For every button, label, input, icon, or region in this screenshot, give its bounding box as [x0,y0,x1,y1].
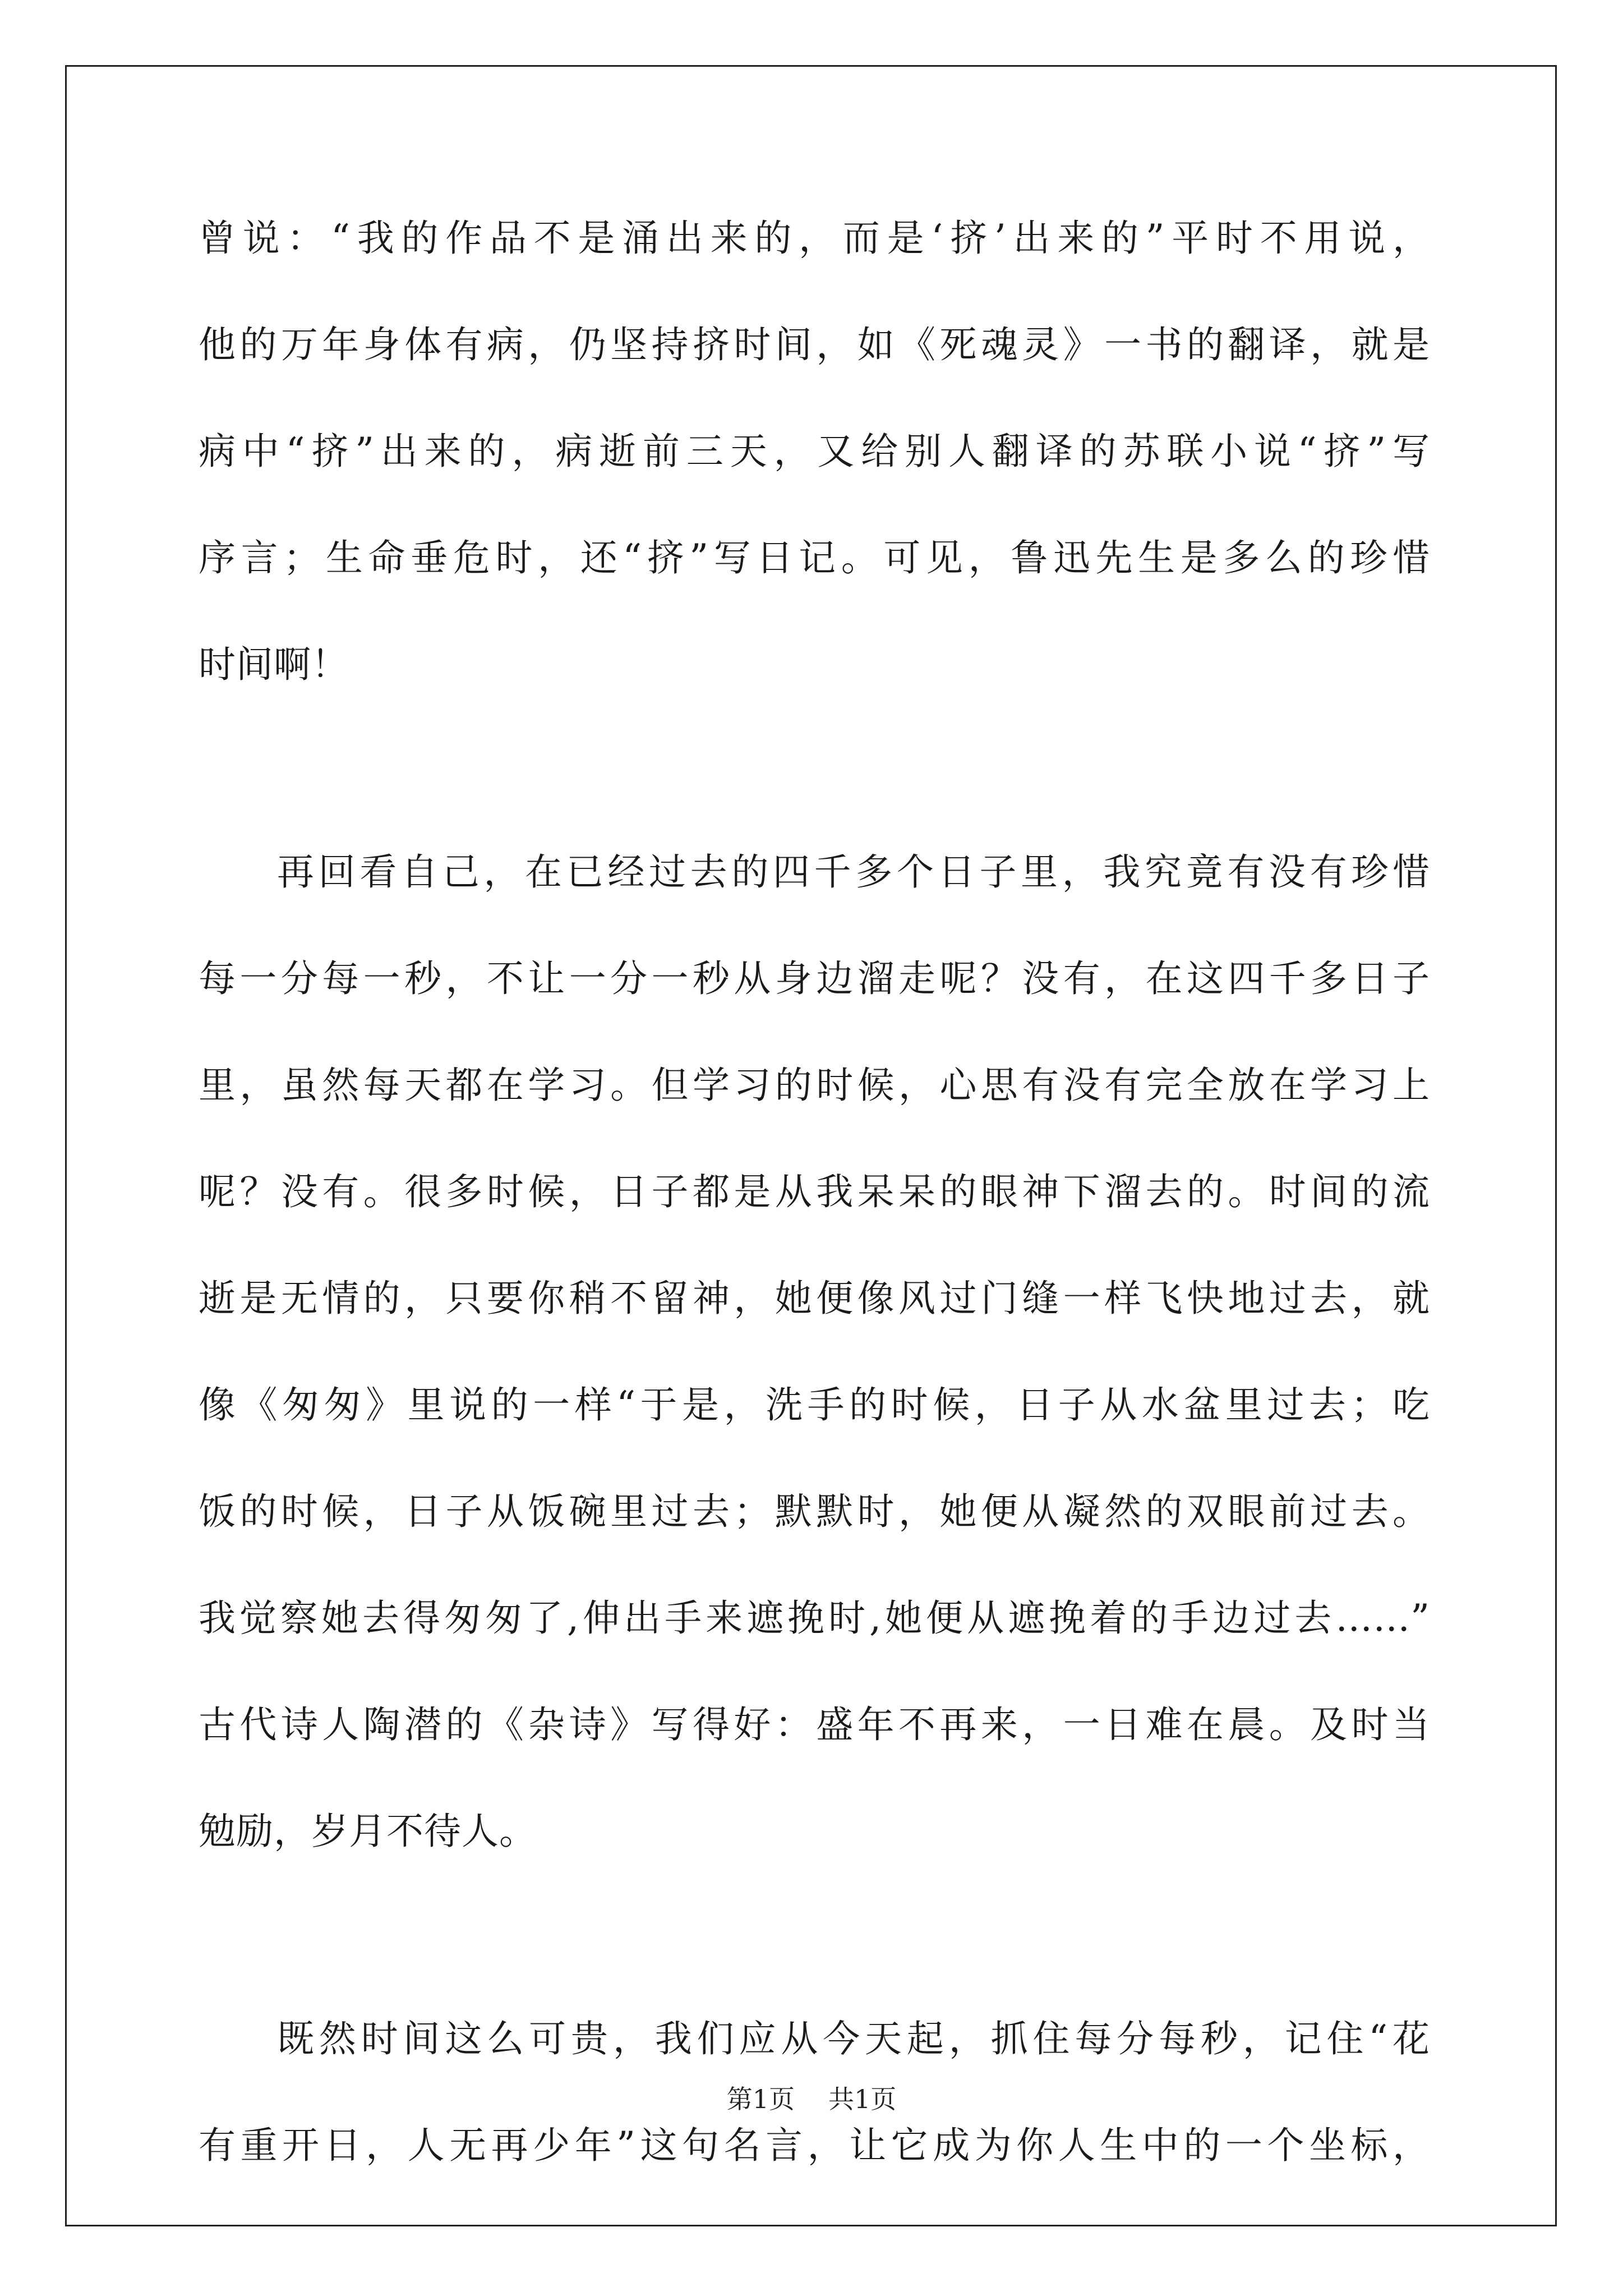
text-line: 再回看自己，在已经过去的四千多个日子里，我究竟有没有珍惜 [277,850,1430,894]
text-line: 曾说：“我的作品不是涌出来的，而是‘挤’出来的”平时不用说， [199,217,1430,260]
text-line: 时间啊！ [199,643,349,686]
body-text [199,185,1430,2199]
text-line: 逝是无情的，只要你稍不留神，她便像风过门缝一样飞快地过去，就 [199,1277,1430,1320]
text-line: 病中“挤”出来的，病逝前三天，又给别人翻译的苏联小说“挤”写 [199,430,1430,473]
text-line: 序言；生命垂危时，还“挤”写日记。可见，鲁迅先生是多么的珍惜 [199,536,1430,579]
text-line: 有重开日，人无再少年”这句名言，让它成为你人生中的一个坐标， [199,2124,1430,2167]
text-line: 我觉察她去得匆匆了,伸出手来遮挽时,她便从遮挽着的手边过去……” [199,1596,1430,1640]
text-line: 饭的时候，日子从饭碗里过去；默默时，她便从凝然的双眼前过去。 [199,1490,1430,1533]
text-line: 像《匆匆》里说的一样“于是，洗手的时候，日子从水盆里过去；吃 [199,1383,1430,1427]
text-line: 呢？没有。很多时候，日子都是从我呆呆的眼神下溜去的。时间的流 [199,1170,1430,1213]
page-footer [0,2082,1623,2116]
page-total: 共1页 [828,2084,897,2114]
text-line: 他的万年身体有病，仍坚持挤时间，如《死魂灵》一书的翻译，就是 [199,323,1430,366]
text-line: 古代诗人陶潜的《杂诗》写得好：盛年不再来，一日难在晨。及时当 [199,1703,1430,1746]
text-line: 既然时间这么可贵，我们应从今天起，抓住每分每秒，记住“花 [277,2017,1430,2060]
text-line: 里，虽然每天都在学习。但学习的时候，心思有没有完全放在学习上 [199,1064,1430,1107]
text-line: 勉励，岁月不待人。 [199,1810,537,1853]
page-number: 第1页 [726,2084,795,2114]
text-line: 每一分每一秒，不让一分一秒从身边溜走呢？没有，在这四千多日子 [199,957,1430,1000]
